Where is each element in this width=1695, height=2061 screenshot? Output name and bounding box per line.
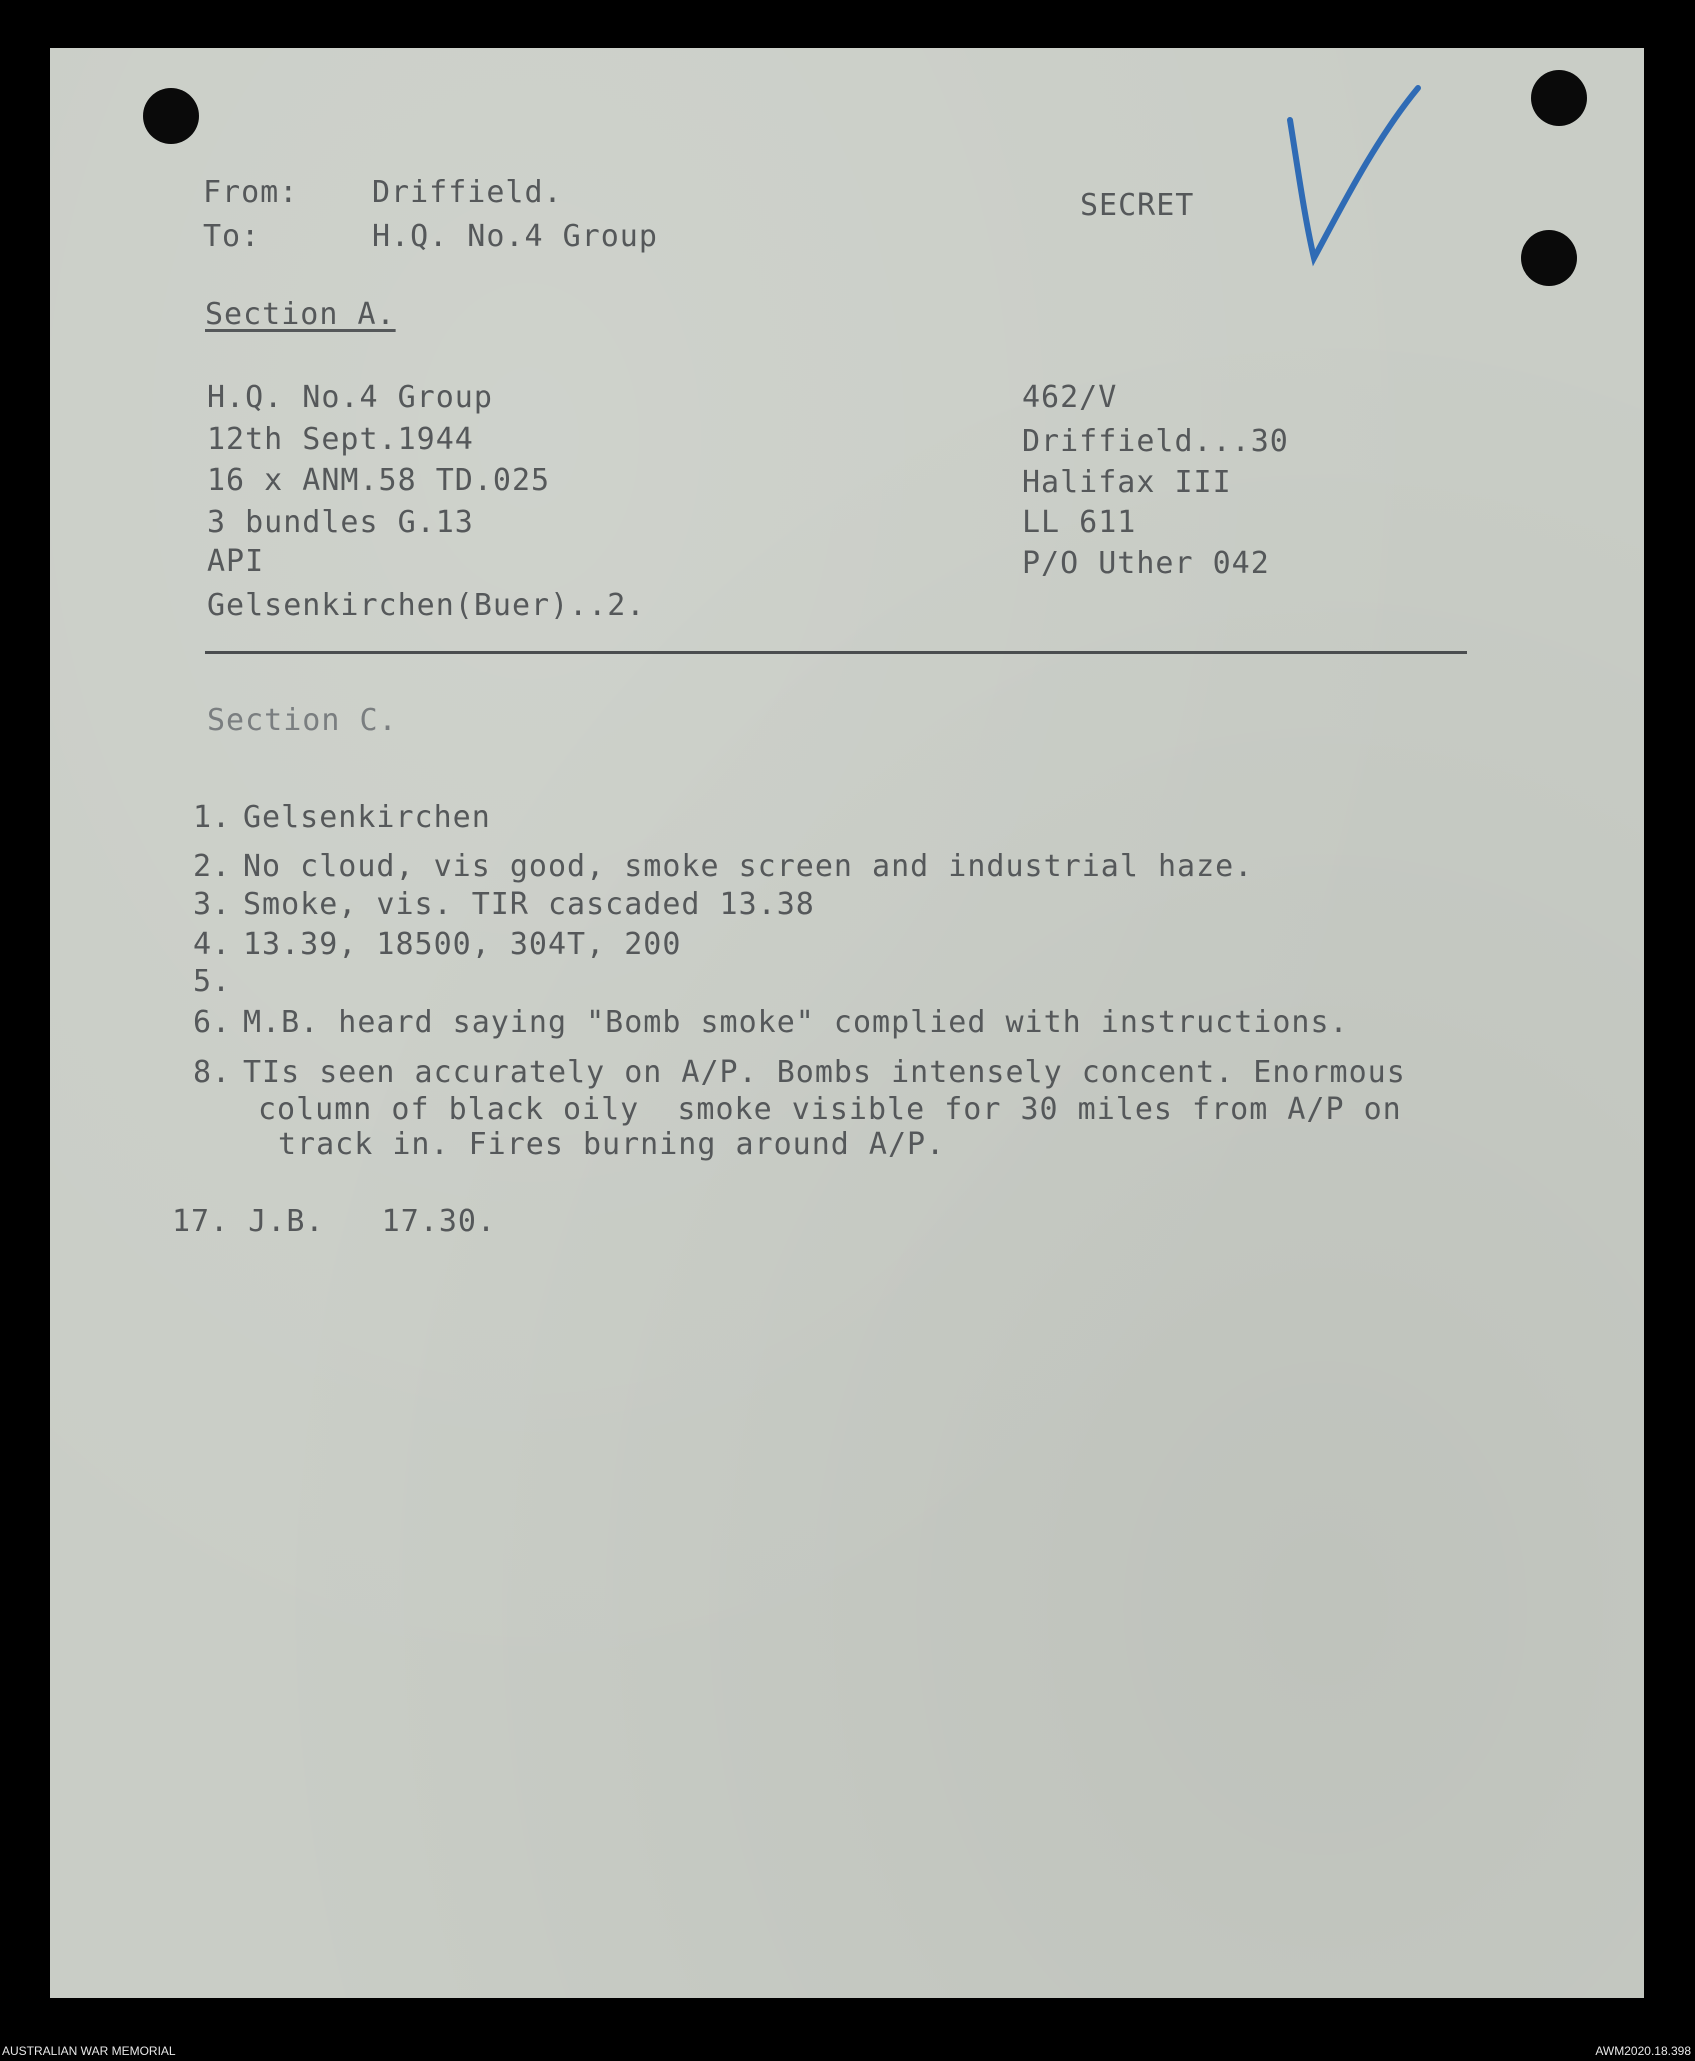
punch-hole-right: [1521, 230, 1577, 286]
blue-check-mark-icon: [1280, 80, 1430, 280]
punch-hole-top-left: [143, 88, 199, 144]
archive-reference: AWM2020.18.398: [1595, 2044, 1691, 2058]
section-divider-rule: [205, 651, 1467, 654]
section-a-left-line: 12th Sept.1944: [207, 422, 474, 457]
section-a-left-line: 16 x ANM.58 TD.025: [207, 463, 551, 498]
item-number: 1.: [193, 800, 232, 835]
from-value: Driffield.: [372, 175, 563, 210]
section-a-left-line: H.Q. No.4 Group: [207, 380, 493, 415]
section-c-item: [193, 964, 243, 999]
section-a-right-line: P/O Uther 042: [1022, 546, 1270, 581]
item-text: 13.39, 18500, 304T, 200: [243, 927, 682, 962]
classification-stamp: SECRET: [1080, 188, 1195, 223]
item-text: Gelsenkirchen: [243, 800, 491, 835]
section-c-item: [193, 1005, 1349, 1040]
section-a-right-line: LL 611: [1022, 505, 1137, 540]
section-c-item: [193, 927, 681, 962]
punch-hole-top-right: [1531, 70, 1587, 126]
to-label: To:: [203, 219, 261, 254]
section-a-right-line: Halifax III: [1022, 465, 1232, 500]
from-label: From:: [203, 175, 299, 210]
item-number: 2.: [193, 849, 232, 884]
item-number: 3.: [193, 887, 232, 922]
item-number: 6.: [193, 1005, 232, 1040]
section-c-item: [193, 887, 815, 922]
item-number: 8.: [193, 1055, 232, 1090]
section-a-left-line: 3 bundles G.13: [207, 505, 474, 540]
section-a-left-line: Gelsenkirchen(Buer)..2.: [207, 588, 646, 623]
section-a-left-line: API: [207, 544, 265, 579]
section-a-heading: Section A.: [205, 297, 396, 332]
section-c-heading: Section C.: [207, 703, 398, 738]
section-a-right-line: Driffield...30: [1022, 424, 1289, 459]
section-c-continuation: column of black oily smoke visible for 30 miles from A/P on: [258, 1092, 1402, 1127]
item-text: No cloud, vis good, smoke screen and industrial haze.: [243, 849, 1254, 884]
section-c-item: [193, 1055, 1406, 1090]
section-c-continuation: track in. Fires burning around A/P.: [278, 1127, 946, 1162]
signoff-line: 17. J.B. 17.30.: [172, 1204, 497, 1239]
section-a-right-line: 462/V: [1022, 380, 1118, 415]
archive-credit: AUSTRALIAN WAR MEMORIAL: [2, 2044, 176, 2058]
to-value: H.Q. No.4 Group: [372, 219, 658, 254]
item-text: TIs seen accurately on A/P. Bombs intensely concent. Enormous: [243, 1055, 1406, 1090]
item-number: 4.: [193, 927, 232, 962]
item-number: 5.: [193, 964, 232, 999]
item-text: M.B. heard saying "Bomb smoke" complied with instructions.: [243, 1005, 1349, 1040]
item-text: Smoke, vis. TIR cascaded 13.38: [243, 887, 815, 922]
section-c-item: [193, 800, 491, 835]
section-c-item: [193, 849, 1253, 884]
